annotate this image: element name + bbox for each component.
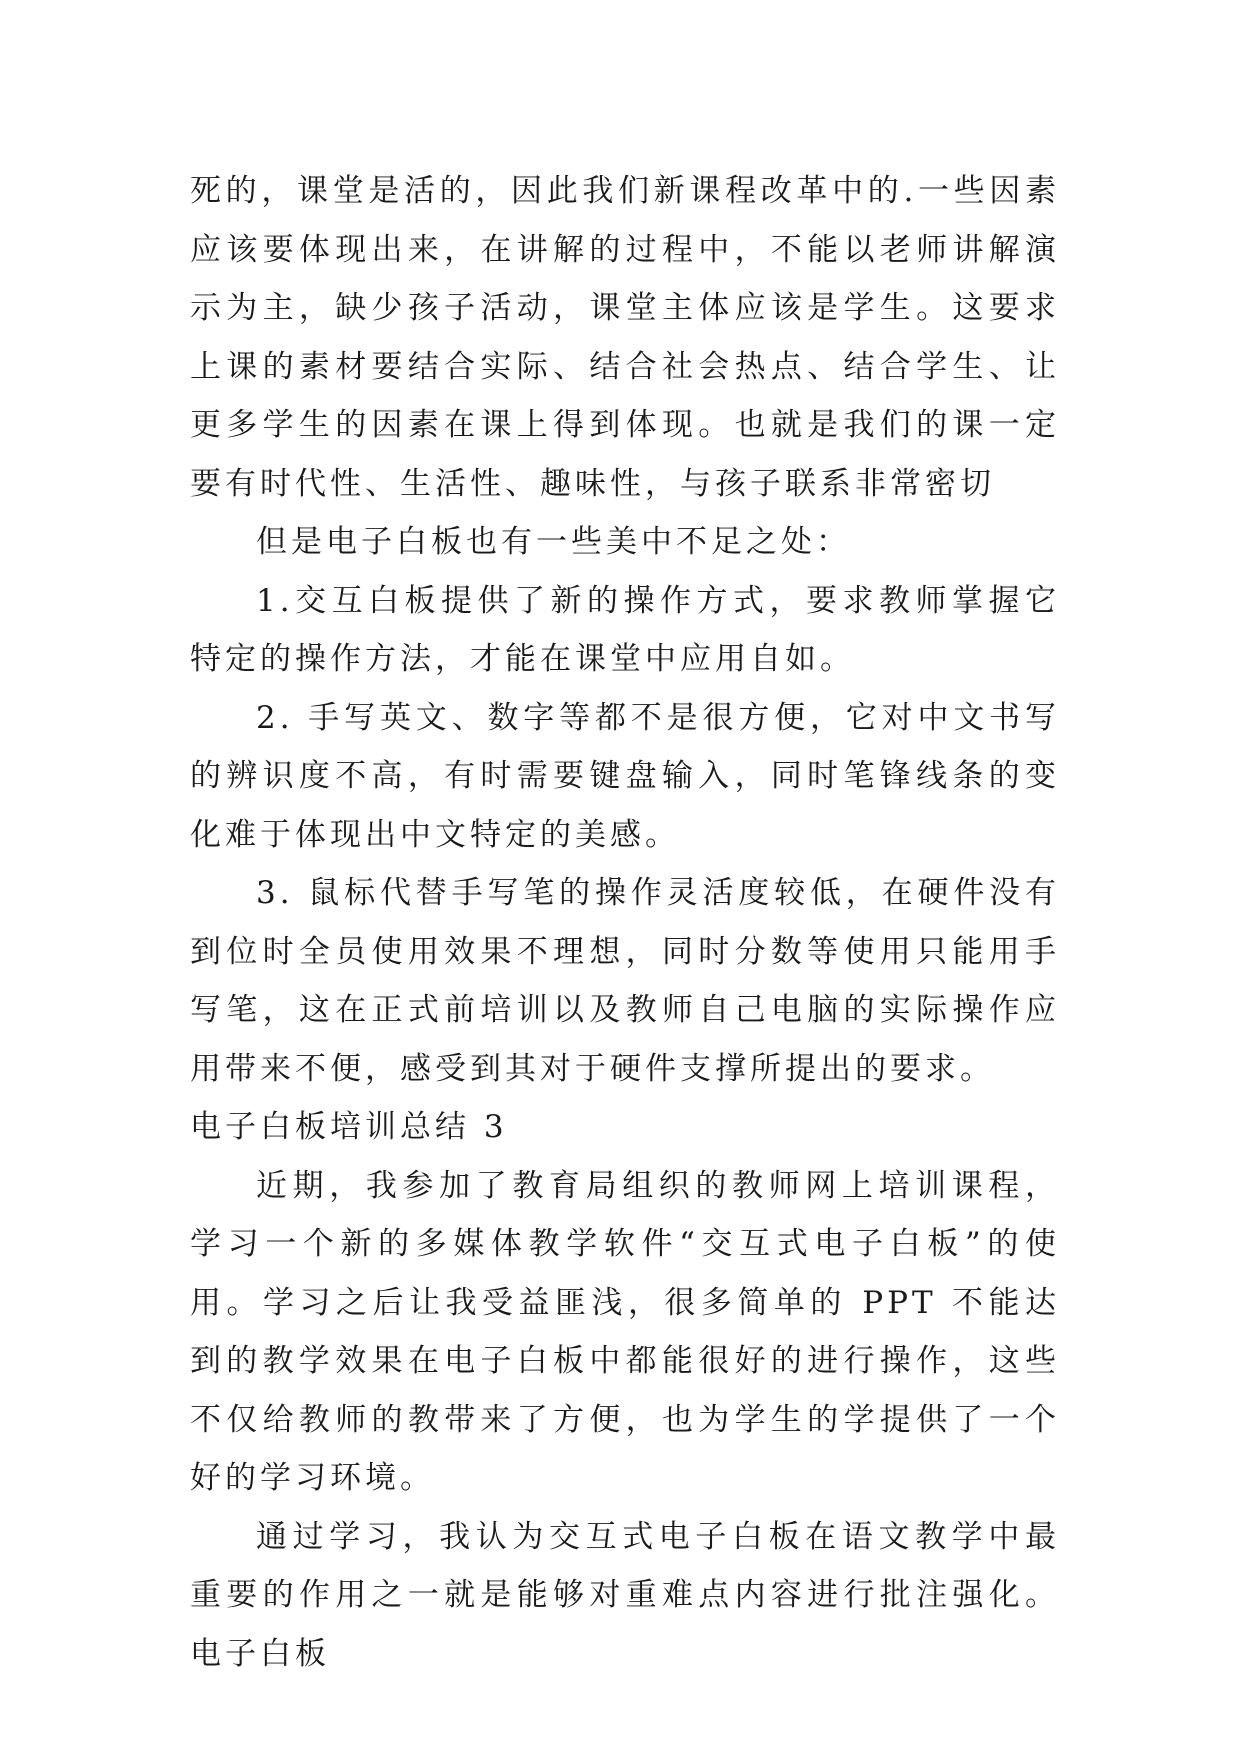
paragraph-point-2: 2. 手写英文、数字等都不是很方便，它对中文书写的辨识度不高，有时需要键盘输入，同时笔锋线条的变化难于体现出中文特定的美感。: [190, 699, 1060, 853]
paragraph-learning-outcome: 通过学习，我认为交互式电子白板在语文教学中最重要的作用之一就是能够对重难点内容进行批注强化。电子白板: [190, 1518, 1060, 1672]
paragraph-recent-training: 近期，我参加了教育局组织的教师网上培训课程，学习一个新的多媒体教学软件“交互式电子白板”的使用。学习之后让我受益匪浅，很多简单的 PPT 不能达到的教学效果在电子白板中都能很好的进行操作，这些不仅给教师的教带来了方便，也为学生的学提供了一个好的学习环境。: [190, 1167, 1060, 1496]
paragraph-shortcomings-intro: 但是电子白板也有一些美中不足之处：: [256, 524, 851, 560]
paragraph-continuation: 死的，课堂是活的，因此我们新课程改革中的.一些因素应该要体现出来，在讲解的过程中，不能以老师讲解演示为主，缺少孩子活动，课堂主体应该是学生。这要求上课的素材要结合实际、结合社会热点、结合学生、让更多学生的因素在课上得到体现。也就是我们的课一定要有时代性、生活性、趣味性，与孩子联系非常密切: [190, 173, 1060, 502]
paragraph-point-1: 1.交互白板提供了新的操作方式，要求教师掌握它特定的操作方法，才能在课堂中应用自如。: [190, 582, 1060, 677]
section-heading: 电子白板培训总结 3: [190, 1109, 508, 1145]
paragraph-point-3: 3. 鼠标代替手写笔的操作灵活度较低，在硬件没有到位时全员使用效果不理想，同时分数等使用只能用手写笔，这在正式前培训以及教师自己电脑的实际操作应用带来不便，感受到其对于硬件支撑所提出的要求。: [190, 875, 1060, 1087]
document-body: [190, 162, 1060, 1683]
